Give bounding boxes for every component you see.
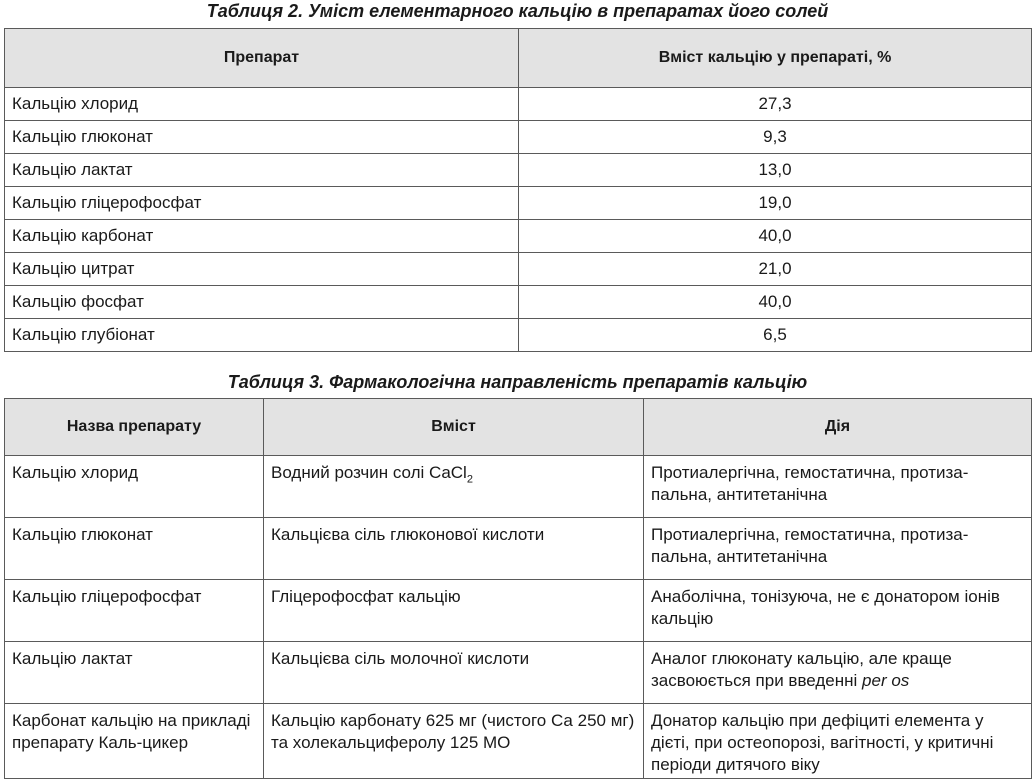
table2-header-row (5, 29, 1032, 88)
drug-content-cell: Кальцію карбонату 625 мг (чистого Са 250 мг) та холекальциферолу 125 МО (264, 704, 644, 779)
table-row (5, 319, 1032, 352)
table3-header-row (5, 399, 1032, 456)
drug-name-cell: Кальцію хлорид (5, 456, 264, 518)
table3-header-action: Дія (644, 399, 1032, 456)
table3-header-content: Вміст (264, 399, 644, 456)
calcium-content-cell: 40,0 (519, 286, 1032, 319)
calcium-content-cell: 40,0 (519, 220, 1032, 253)
calcium-content-cell: 27,3 (519, 88, 1032, 121)
table-row (5, 580, 1032, 642)
drug-content-cell: Кальцієва сіль глюконової кислоти (264, 518, 644, 580)
table-row (5, 187, 1032, 220)
table-row (5, 286, 1032, 319)
drug-name-cell: Кальцію фосфат (5, 286, 519, 319)
calcium-content-cell: 13,0 (519, 154, 1032, 187)
table2-caption: Таблиця 2. Уміст елементарного кальцію в препаратах його солей (206, 1, 829, 21)
drug-name-cell: Кальцію лактат (5, 154, 519, 187)
table-row (5, 642, 1032, 704)
table3-caption: Таблиця 3. Фармакологічна направленість препаратів кальцію (227, 372, 808, 392)
table2 (4, 28, 1032, 352)
calcium-content-cell: 21,0 (519, 253, 1032, 286)
table-row (5, 220, 1032, 253)
table-row (5, 121, 1032, 154)
drug-name-cell: Карбонат кальцію на прикладі препарату Каль-цикер (5, 704, 264, 779)
table3-header-name: Назва препарату (5, 399, 264, 456)
table2-header-drug: Препарат (5, 29, 519, 88)
route-italic-text: per os (862, 671, 910, 690)
drug-name-cell: Кальцію глюконат (5, 121, 519, 154)
drug-content-cell: Гліцерофосфат кальцію (264, 580, 644, 642)
drug-content-text: Водний розчин солі CaCl (271, 463, 467, 482)
drug-content-cell: Кальцієва сіль молочної кислоти (264, 642, 644, 704)
table-row (5, 518, 1032, 580)
table-row (5, 704, 1032, 779)
table3 (4, 398, 1032, 779)
drug-action-cell: Протиалергічна, гемостатична, протиза-пальна, антитетанічна (644, 518, 1032, 580)
drug-action-cell (644, 642, 1032, 704)
drug-name-cell: Кальцію глубіонат (5, 319, 519, 352)
drug-name-cell: Кальцію хлорид (5, 88, 519, 121)
drug-name-cell: Кальцію лактат (5, 642, 264, 704)
drug-action-cell: Донатор кальцію при дефіциті елемента у дієті, при остеопорозі, вагітності, у критичні періоди дитячого віку (644, 704, 1032, 779)
drug-name-cell: Кальцію цитрат (5, 253, 519, 286)
table-row (5, 154, 1032, 187)
drug-action-text: Аналог глюконату кальцію, але краще засвоюється при введенні (651, 649, 952, 690)
table-row (5, 253, 1032, 286)
drug-name-cell: Кальцію карбонат (5, 220, 519, 253)
drug-content-cell (264, 456, 644, 518)
drug-name-cell: Кальцію гліцерофосфат (5, 580, 264, 642)
calcium-content-cell: 9,3 (519, 121, 1032, 154)
drug-action-cell: Анаболічна, тонізуюча, не є донатором іонів кальцію (644, 580, 1032, 642)
chemical-subscript: 2 (466, 473, 473, 486)
calcium-content-cell: 6,5 (519, 319, 1032, 352)
table-row (5, 456, 1032, 518)
drug-action-cell: Протиалергічна, гемостатична, протиза-пальна, антитетанічна (644, 456, 1032, 518)
drug-name-cell: Кальцію глюконат (5, 518, 264, 580)
table-row (5, 88, 1032, 121)
table2-header-content: Вміст кальцію у препараті, % (519, 29, 1032, 88)
calcium-content-cell: 19,0 (519, 187, 1032, 220)
drug-name-cell: Кальцію гліцерофосфат (5, 187, 519, 220)
